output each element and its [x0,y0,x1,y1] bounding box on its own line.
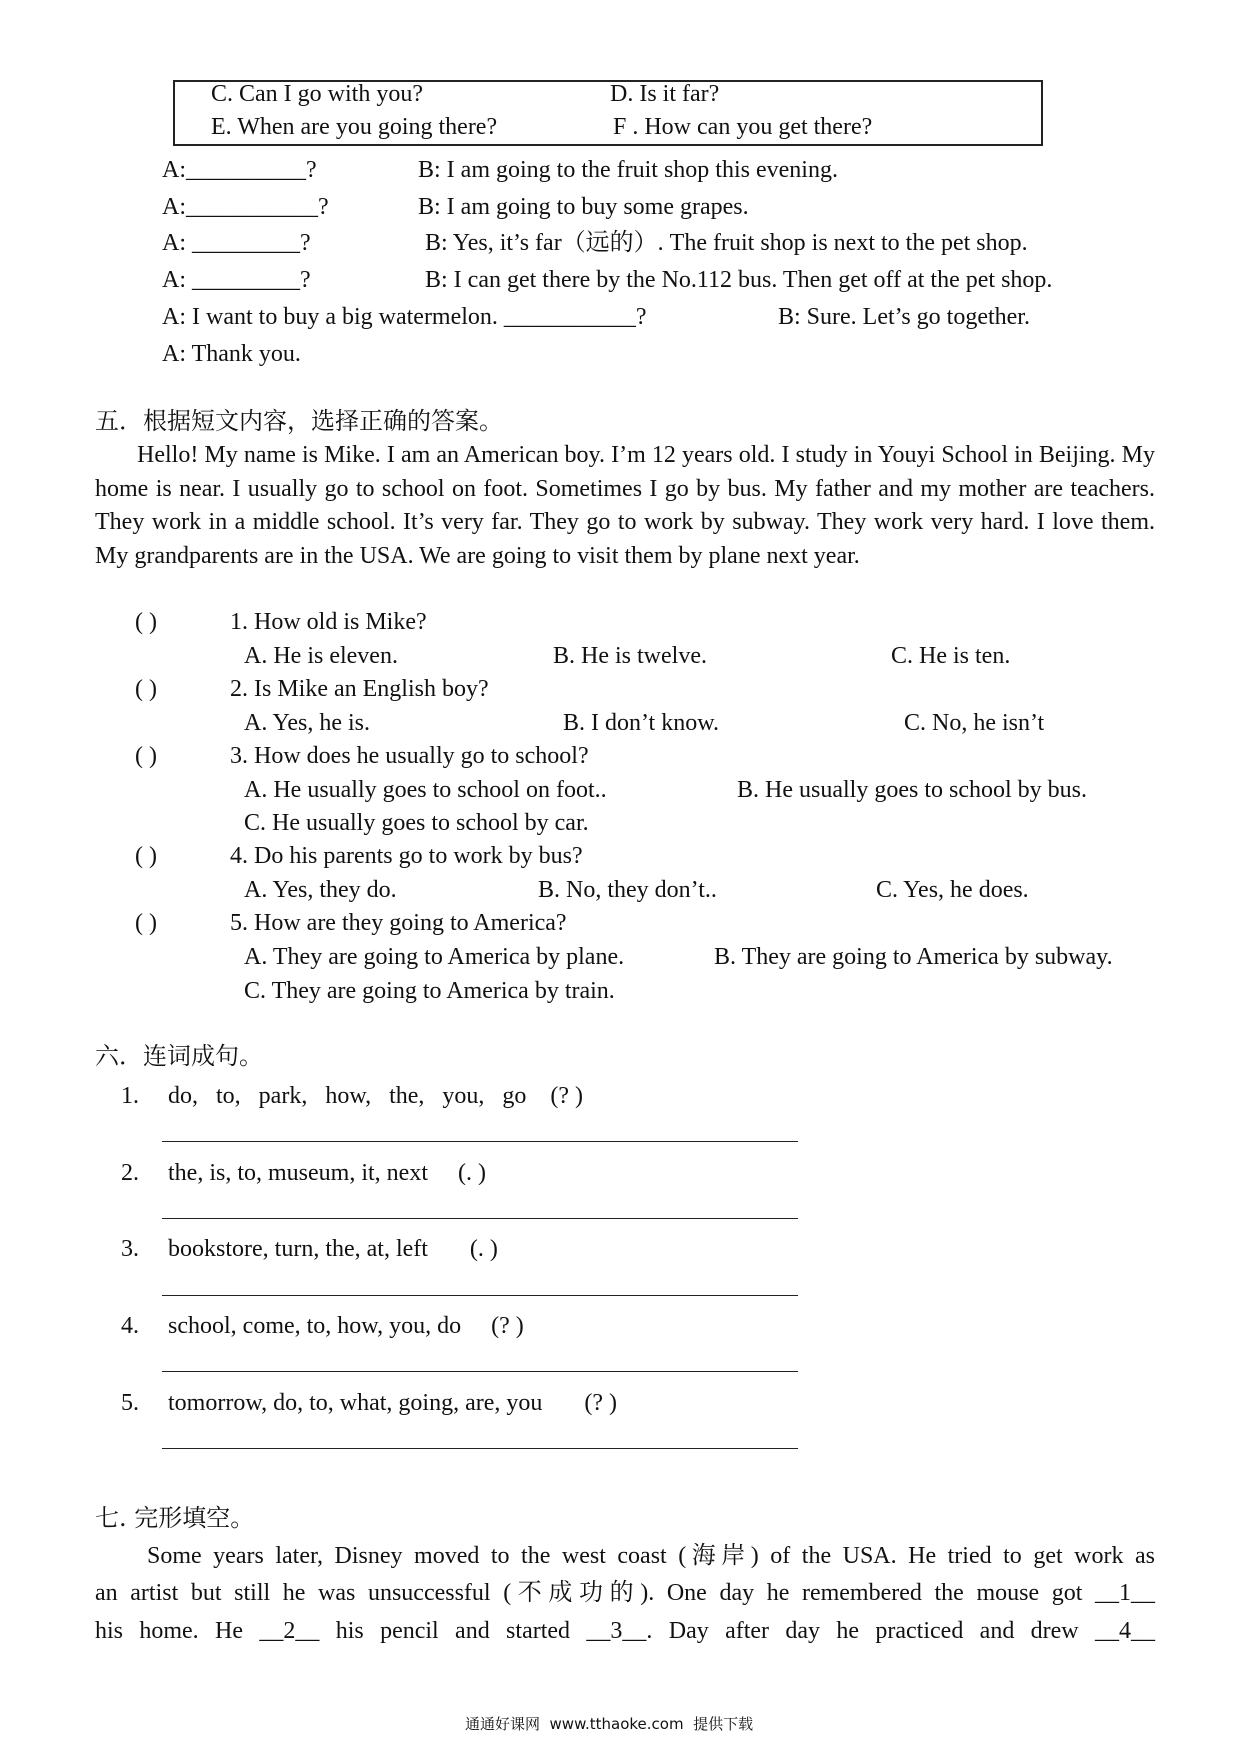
q2-question: 2. Is Mike an English boy? [230,676,489,702]
q2-bracket: ( ) [135,676,157,702]
q5-option-b: B. They are going to America by subway. [714,944,1113,970]
q3-question: 3. How does he usually go to school? [230,743,589,769]
option-c: C. Can I go with you? [211,81,423,107]
option-d: D. Is it far? [610,81,720,107]
q4-question: 4. Do his parents go to work by bus? [230,843,583,869]
dialogue-a-3: A: _________? [162,230,311,256]
s6-answer-line-4[interactable] [162,1371,798,1372]
s6-answer-line-1[interactable] [162,1141,798,1142]
q5-question: 5. How are they going to America? [230,910,567,936]
q5-option-c: C. They are going to America by train. [244,978,615,1004]
section6-heading: 六．连词成句。 [95,1042,263,1070]
dialogue-b-1: B: I am going to the fruit shop this evening. [418,157,838,183]
s6-item-3-words: bookstore, turn, the, at, left (. ) [168,1236,498,1262]
q1-option-b: B. He is twelve. [553,643,707,669]
option-f: F . How can you get there? [613,114,873,140]
s6-item-4-words: school, come, to, how, you, do (? ) [168,1313,524,1339]
s6-item-2-words: the, is, to, museum, it, next (. ) [168,1160,486,1186]
s6-item-4-num: 4. [121,1313,139,1339]
dialogue-a-1: A:__________? [162,157,317,183]
q4-bracket: ( ) [135,843,157,869]
footer-text: 通通好课网 www.tthaoke.com 提供下载 [465,1715,754,1733]
q5-option-a: A. They are going to America by plane. [244,944,625,970]
q4-option-c: C. Yes, he does. [876,877,1029,903]
cloze-line-3: his home. He __2__ his pencil and started __3__. Day after day he practiced and drew __4__ [95,1618,1155,1644]
dialogue-b-2: B: I am going to buy some grapes. [418,194,749,220]
s6-item-5-words: tomorrow, do, to, what, going, are, you (? ) [168,1390,618,1416]
dialogue-a-6: A: Thank you. [162,341,301,367]
s6-answer-line-2[interactable] [162,1218,798,1219]
dialogue-b-5: B: Sure. Let’s go together. [778,304,1030,330]
s6-item-2-num: 2. [121,1160,139,1186]
q3-option-c: C. He usually goes to school by car. [244,810,589,836]
dialogue-a-2: A:___________? [162,194,329,220]
option-e: E. When are you going there? [211,114,498,140]
q5-bracket: ( ) [135,910,157,936]
cloze-line-2: an artist but still he was unsuccessful (不成功的). One day he remembered the mouse got __1__ [95,1580,1155,1606]
q2-option-a: A. Yes, he is. [244,710,371,736]
q4-option-b: B. No, they don’t.. [538,877,717,903]
dialogue-b-4: B: I can get there by the No.112 bus. Then get off at the pet shop. [425,267,1053,293]
s6-item-1-words: do, to, park, how, the, you, go (? ) [168,1083,584,1109]
q4-option-a: A. Yes, they do. [244,877,397,903]
q1-option-a: A. He is eleven. [244,643,398,669]
q2-option-b: B. I don’t know. [563,710,719,736]
s6-answer-line-3[interactable] [162,1295,798,1296]
q3-option-b: B. He usually goes to school by bus. [737,777,1087,803]
s6-answer-line-5[interactable] [162,1448,798,1449]
q1-bracket: ( ) [135,609,157,635]
dialogue-a-5: A: I want to buy a big watermelon. ___________? [162,304,647,330]
q1-option-c: C. He is ten. [891,643,1011,669]
section5-heading: 五．根据短文内容，选择正确的答案。 [95,407,503,435]
options-box [173,80,1043,146]
section7-heading: 七. 完形填空。 [95,1504,255,1532]
q1-question: 1. How old is Mike? [230,609,427,635]
q3-option-a: A. He usually goes to school on foot.. [244,777,607,803]
s6-item-5-num: 5. [121,1390,139,1416]
dialogue-a-4: A: _________? [162,267,311,293]
dialogue-b-3: B: Yes, it’s far（远的）. The fruit shop is next to the pet shop. [425,230,1028,256]
cloze-line-1: Some years later, Disney moved to the west coast (海岸) of the USA. He tried to get work as [147,1543,1155,1569]
q2-option-c: C. No, he isn’t [904,710,1045,736]
q3-bracket: ( ) [135,743,157,769]
s6-item-3-num: 3. [121,1236,139,1262]
section5-passage: Hello! My name is Mike. I am an American boy. I’m 12 years old. I study in Youyi School in Beijing. My home is near. I usually go to school on foot. Sometimes I go by bus. My father and my mother are teachers. They work in a middle school. It’s very far. They go to work by subway. They work very hard. I love them. My grandparents are in the USA. We are going to visit them by plane next year. [95,442,1155,569]
s6-item-1-num: 1. [121,1083,139,1109]
